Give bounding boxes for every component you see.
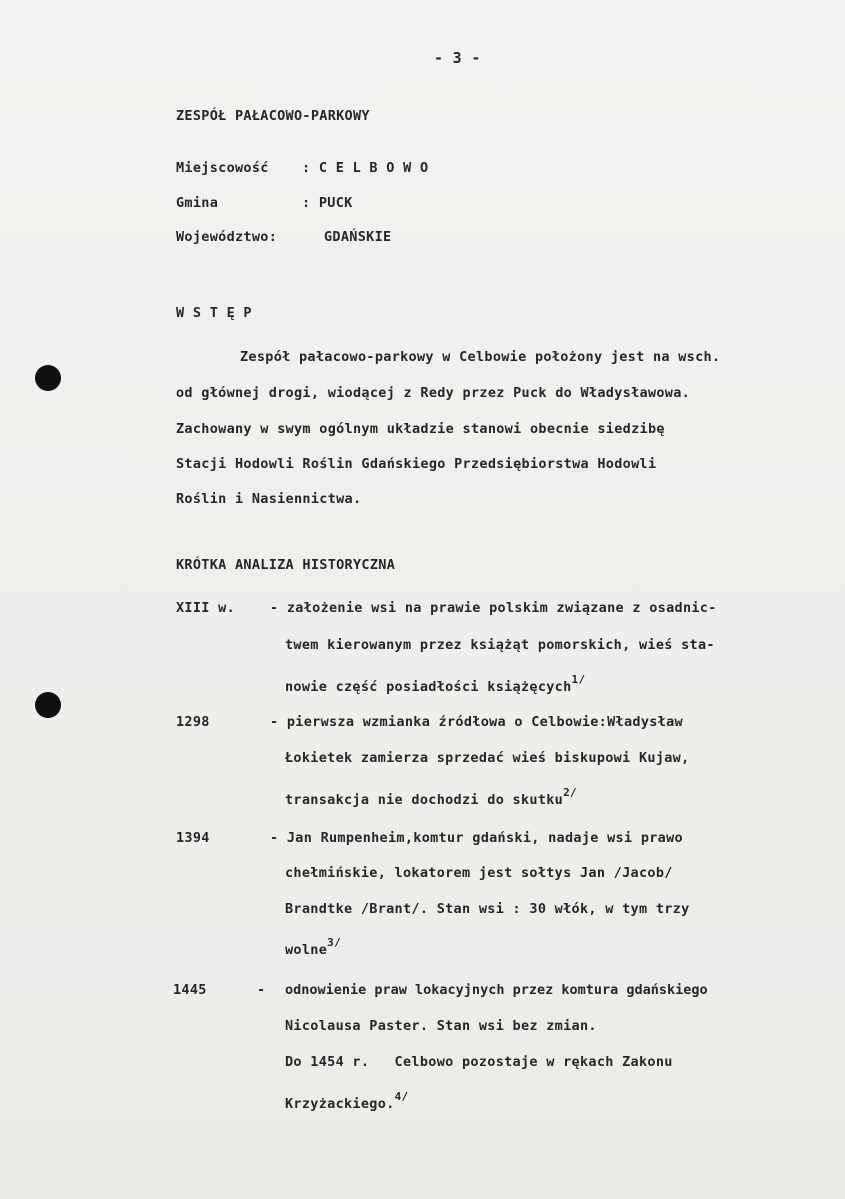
entry-line: chełmińskie, lokatorem jest sołtys Jan /Jacob/ bbox=[285, 865, 673, 881]
entry-line: Krzyżackiego. bbox=[285, 1096, 395, 1112]
commune-label: Gmina bbox=[176, 195, 219, 211]
entry-date: 1445 bbox=[173, 982, 207, 998]
entry-line: Łokietek zamierza sprzedać wieś biskupowi Kujaw, bbox=[285, 750, 690, 766]
footnote-ref: 1/ bbox=[571, 673, 586, 686]
commune-value: : PUCK bbox=[302, 195, 353, 211]
entry-line: twem kierowanym przez książąt pomorskich, wieś sta- bbox=[285, 637, 715, 653]
entry-line: Brandtke /Brant/. Stan wsi : 30 włók, w tym trzy bbox=[285, 901, 690, 917]
page-number: - 3 - bbox=[434, 49, 481, 67]
location-value: : C E L B O W O bbox=[302, 160, 429, 176]
document-title: ZESPÓŁ PAŁACOWO-PARKOWY bbox=[176, 108, 370, 124]
entry-line: nowie część posiadłości książęcych bbox=[285, 679, 572, 695]
entry-line-last bbox=[285, 1090, 408, 1112]
history-heading: KRÓTKA ANALIZA HISTORYCZNA bbox=[176, 557, 396, 573]
entry-line-last bbox=[285, 673, 585, 695]
entry-line: - założenie wsi na prawie polskim związane z osadnic- bbox=[270, 600, 717, 616]
voivodeship-value: GDAŃSKIE bbox=[324, 229, 392, 245]
punch-hole-top bbox=[35, 365, 61, 391]
entry-line: wolne bbox=[285, 942, 328, 958]
punch-hole-bottom bbox=[35, 692, 61, 718]
entry-line: odnowienie praw lokacyjnych przez komtura gdańskiego bbox=[285, 982, 708, 998]
intro-heading: W S T Ę P bbox=[176, 305, 252, 321]
intro-line: od głównej drogi, wiodącej z Redy przez Puck do Władysławowa. bbox=[176, 385, 691, 401]
intro-line: Stacji Hodowli Roślin Gdańskiego Przedsiębiorstwa Hodowli bbox=[176, 456, 657, 472]
entry-dash: - bbox=[257, 982, 266, 998]
entry-line: Do 1454 r. Celbowo pozostaje w rękach Zakonu bbox=[285, 1054, 673, 1070]
voivodeship-label: Województwo: bbox=[176, 229, 278, 245]
entry-line-last bbox=[285, 786, 577, 808]
entry-line-last bbox=[285, 936, 341, 958]
footnote-ref: 2/ bbox=[563, 786, 577, 799]
entry-date: 1298 bbox=[176, 714, 210, 730]
entry-line: - Jan Rumpenheim,komtur gdański, nadaje wsi prawo bbox=[270, 830, 683, 846]
location-label: Miejscowość bbox=[176, 160, 269, 176]
entry-date: 1394 bbox=[176, 830, 210, 846]
intro-line: Roślin i Nasiennictwa. bbox=[176, 491, 362, 507]
entry-line: transakcja nie dochodzi do skutku bbox=[285, 792, 564, 808]
entry-line: - pierwsza wzmianka źródłowa o Celbowie:Władysław bbox=[270, 714, 683, 730]
entry-line: Nicolausa Paster. Stan wsi bez zmian. bbox=[285, 1018, 597, 1034]
footnote-ref: 3/ bbox=[327, 936, 341, 949]
footnote-ref: 4/ bbox=[394, 1090, 409, 1103]
intro-line: Zespół pałacowo-parkowy w Celbowie położony jest na wsch. bbox=[240, 349, 721, 365]
entry-date: XIII w. bbox=[176, 600, 235, 616]
intro-line: Zachowany w swym ogólnym układzie stanowi obecnie siedzibę bbox=[176, 421, 665, 437]
